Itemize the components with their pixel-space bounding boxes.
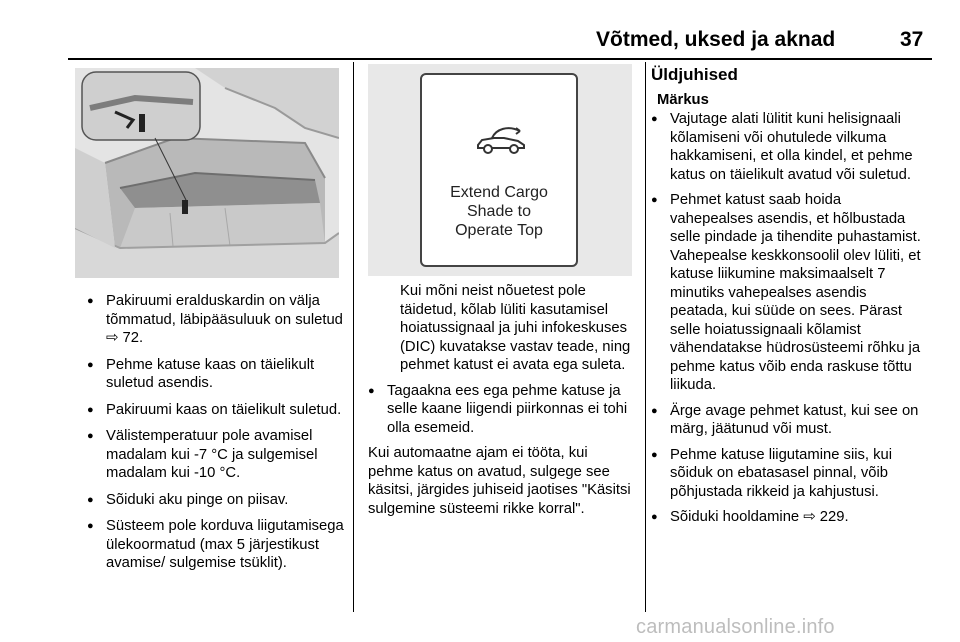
column-1 (87, 292, 349, 581)
dic-line-2: Shade to (466, 203, 532, 220)
column-3 (651, 66, 927, 534)
dic-line-1: Extend Cargo (450, 184, 548, 201)
column-divider-2 (645, 62, 646, 612)
list-item: ● Süsteem pole korduva liigutamisega ülekoormatud (max 5 järjestikust avamise/ sulgemise tsüklit). (87, 517, 349, 573)
convertible-top-icon (474, 123, 528, 155)
dic-line-3: Operate Top (455, 222, 543, 239)
list-item: ● Pehmet katust saab hoida vahepealses asendis, et hõlbustada selle pindade ja tihendite puhastamist. Vahepealse keskkonsoolil olev lüliti, et katuse liikumine maksimaalselt 7 minutiks vahepealses asendis peatada, kui süüde on sees. Pärast selle hoiatussignaali kõlamist vähendatakse hüdrosüsteemi rõhku ja pehme katus võib enda raskuse tõttu liikuda. (651, 191, 927, 395)
dic-message-text (422, 183, 576, 240)
note-label: Märkus (657, 91, 709, 108)
list-item: ● Sõiduki aku pinge on piisav. (87, 491, 349, 510)
page-header-title: Võtmed, uksed ja aknad (596, 28, 836, 51)
trunk-cargo-shade-illustration (75, 68, 339, 278)
list-item: ● Pakiruumi kaas on täielikult suletud. (87, 401, 349, 420)
list-item: ● Tagaakna ees ega pehme katuse ja selle kaane liigendi piirkonnas ei tohi olla esemeid. (368, 382, 636, 438)
obstruction-list (368, 382, 636, 438)
list-item: ● Pehme katuse liigutamine siis, kui sõiduk on ebatasasel pinnal, võib põhjustada rikkeid ja kahjustusi. (651, 446, 927, 502)
column-2 (368, 282, 636, 518)
section-heading: Üldjuhised (651, 65, 738, 84)
list-item: ● Vajutage alati lülitit kuni helisignaali kõlamiseni või ohutulede vilkuma hakkamiseni, et olla kindel, et pehme katus on täielikult avatud või suletud. (651, 110, 927, 184)
page-number: 37 (900, 28, 924, 51)
warning-paragraph: Kui mõni neist nõuetest pole täidetud, kõlab lüliti kasutamisel hoiatussignaal ja juhi infokeskuses (DIC) kuvatakse vastav teade, ning pehmet katust ei avata ega suleta. (400, 283, 631, 373)
general-notes-list (651, 110, 927, 527)
list-item: ● Ärge avage pehmet katust, kui see on märg, jäätunud või must. (651, 402, 927, 439)
dic-display (420, 73, 578, 267)
list-item: ● Sõiduki hooldamine ⇨ 229. (651, 508, 927, 527)
watermark: carmanualsonline.info (636, 616, 835, 638)
requirements-list (87, 292, 349, 573)
list-item: ● Välistemperatuur pole avamisel madalam kui -7 °C ja sulgemisel madalam kui -10 °C. (87, 427, 349, 483)
column-divider-1 (353, 62, 354, 612)
list-item: ● Pehme katuse kaas on täielikult suletud asendis. (87, 356, 349, 393)
dic-message-figure (368, 64, 632, 276)
manual-closing-paragraph: Kui automaatne ajam ei tööta, kui pehme katus on avatud, sulgege see käsitsi, järgides juhiseid jaotises "Käsitsi sulgemine süsteemi rikke korral". (368, 445, 631, 517)
header-rule (68, 58, 932, 60)
list-item: ● Pakiruumi eralduskardin on välja tõmmatud, läbipääsuluuk on suletud ⇨ 72. (87, 292, 349, 348)
